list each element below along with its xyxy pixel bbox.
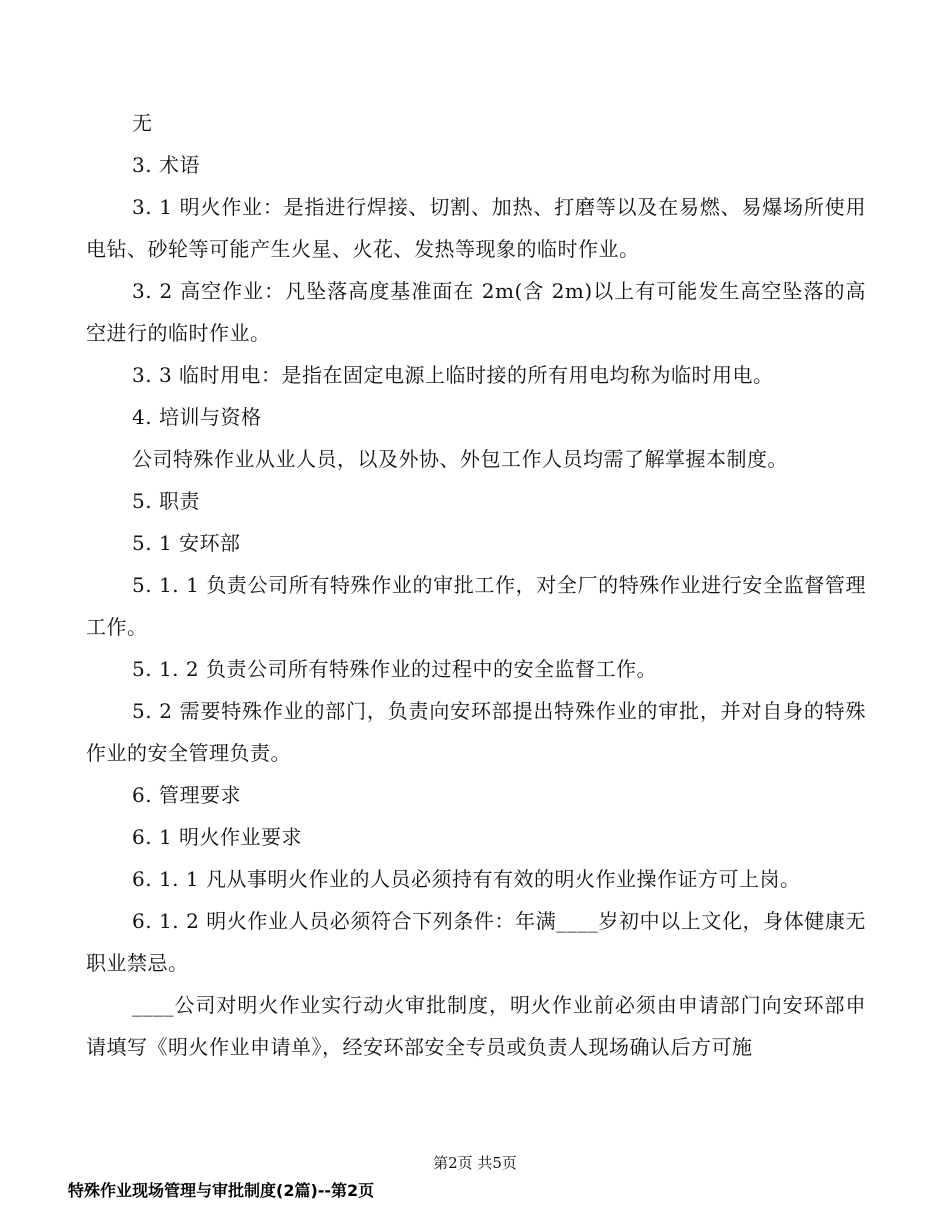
- paragraph: 3. 3 临时用电：是指在固定电源上临时接的所有用电均称为临时用电。: [132, 363, 774, 387]
- subsection-heading: 5. 1 安环部: [132, 531, 241, 555]
- paragraph: ____公司对明火作业实行动火审批制度，明火作业前必须由申请部门向安环部申请填写《明火作业申请单》，经安环部安全专员或负责人现场确认后方可施: [86, 993, 866, 1059]
- paragraph: 无: [132, 111, 153, 135]
- paragraph: 5. 1. 1 负责公司所有特殊作业的审批工作，对全厂的特殊作业进行安全监督管理工作。: [86, 573, 866, 639]
- paragraph: 5. 2 需要特殊作业的部门，负责向安环部提出特殊作业的审批，并对自身的特殊作业的安全管理负责。: [86, 699, 866, 765]
- paragraph: 6. 1. 1 凡从事明火作业的人员必须持有有效的明火作业操作证方可上岗。: [132, 867, 801, 891]
- section-heading: 3. 术语: [132, 153, 200, 177]
- footer-title: 特殊作业现场管理与审批制度(2篇)--第2页: [68, 1181, 375, 1200]
- section-heading: 4. 培训与资格: [132, 405, 262, 429]
- subsection-heading: 6. 1 明火作业要求: [132, 825, 303, 849]
- paragraph: 公司特殊作业从业人员，以及外协、外包工作人员均需了解掌握本制度。: [132, 447, 788, 471]
- page-number: 第2页 共5页: [433, 1154, 517, 1172]
- document-body: [86, 102, 866, 1068]
- section-heading: 6. 管理要求: [132, 783, 241, 807]
- paragraph: 5. 1. 2 负责公司所有特殊作业的过程中的安全监督工作。: [132, 657, 657, 681]
- section-heading: 5. 职责: [132, 489, 200, 513]
- paragraph: 6. 1. 2 明火作业人员必须符合下列条件：年满____岁初中以上文化，身体健康无职业禁忌。: [86, 909, 866, 975]
- paragraph: 3. 2 高空作业：凡坠落高度基准面在 2m(含 2m)以上有可能发生高空坠落的高空进行的临时作业。: [86, 279, 866, 345]
- paragraph: 3. 1 明火作业：是指进行焊接、切割、加热、打磨等以及在易燃、易爆场所使用电钻、砂轮等可能产生火星、火花、发热等现象的临时作业。: [86, 195, 866, 261]
